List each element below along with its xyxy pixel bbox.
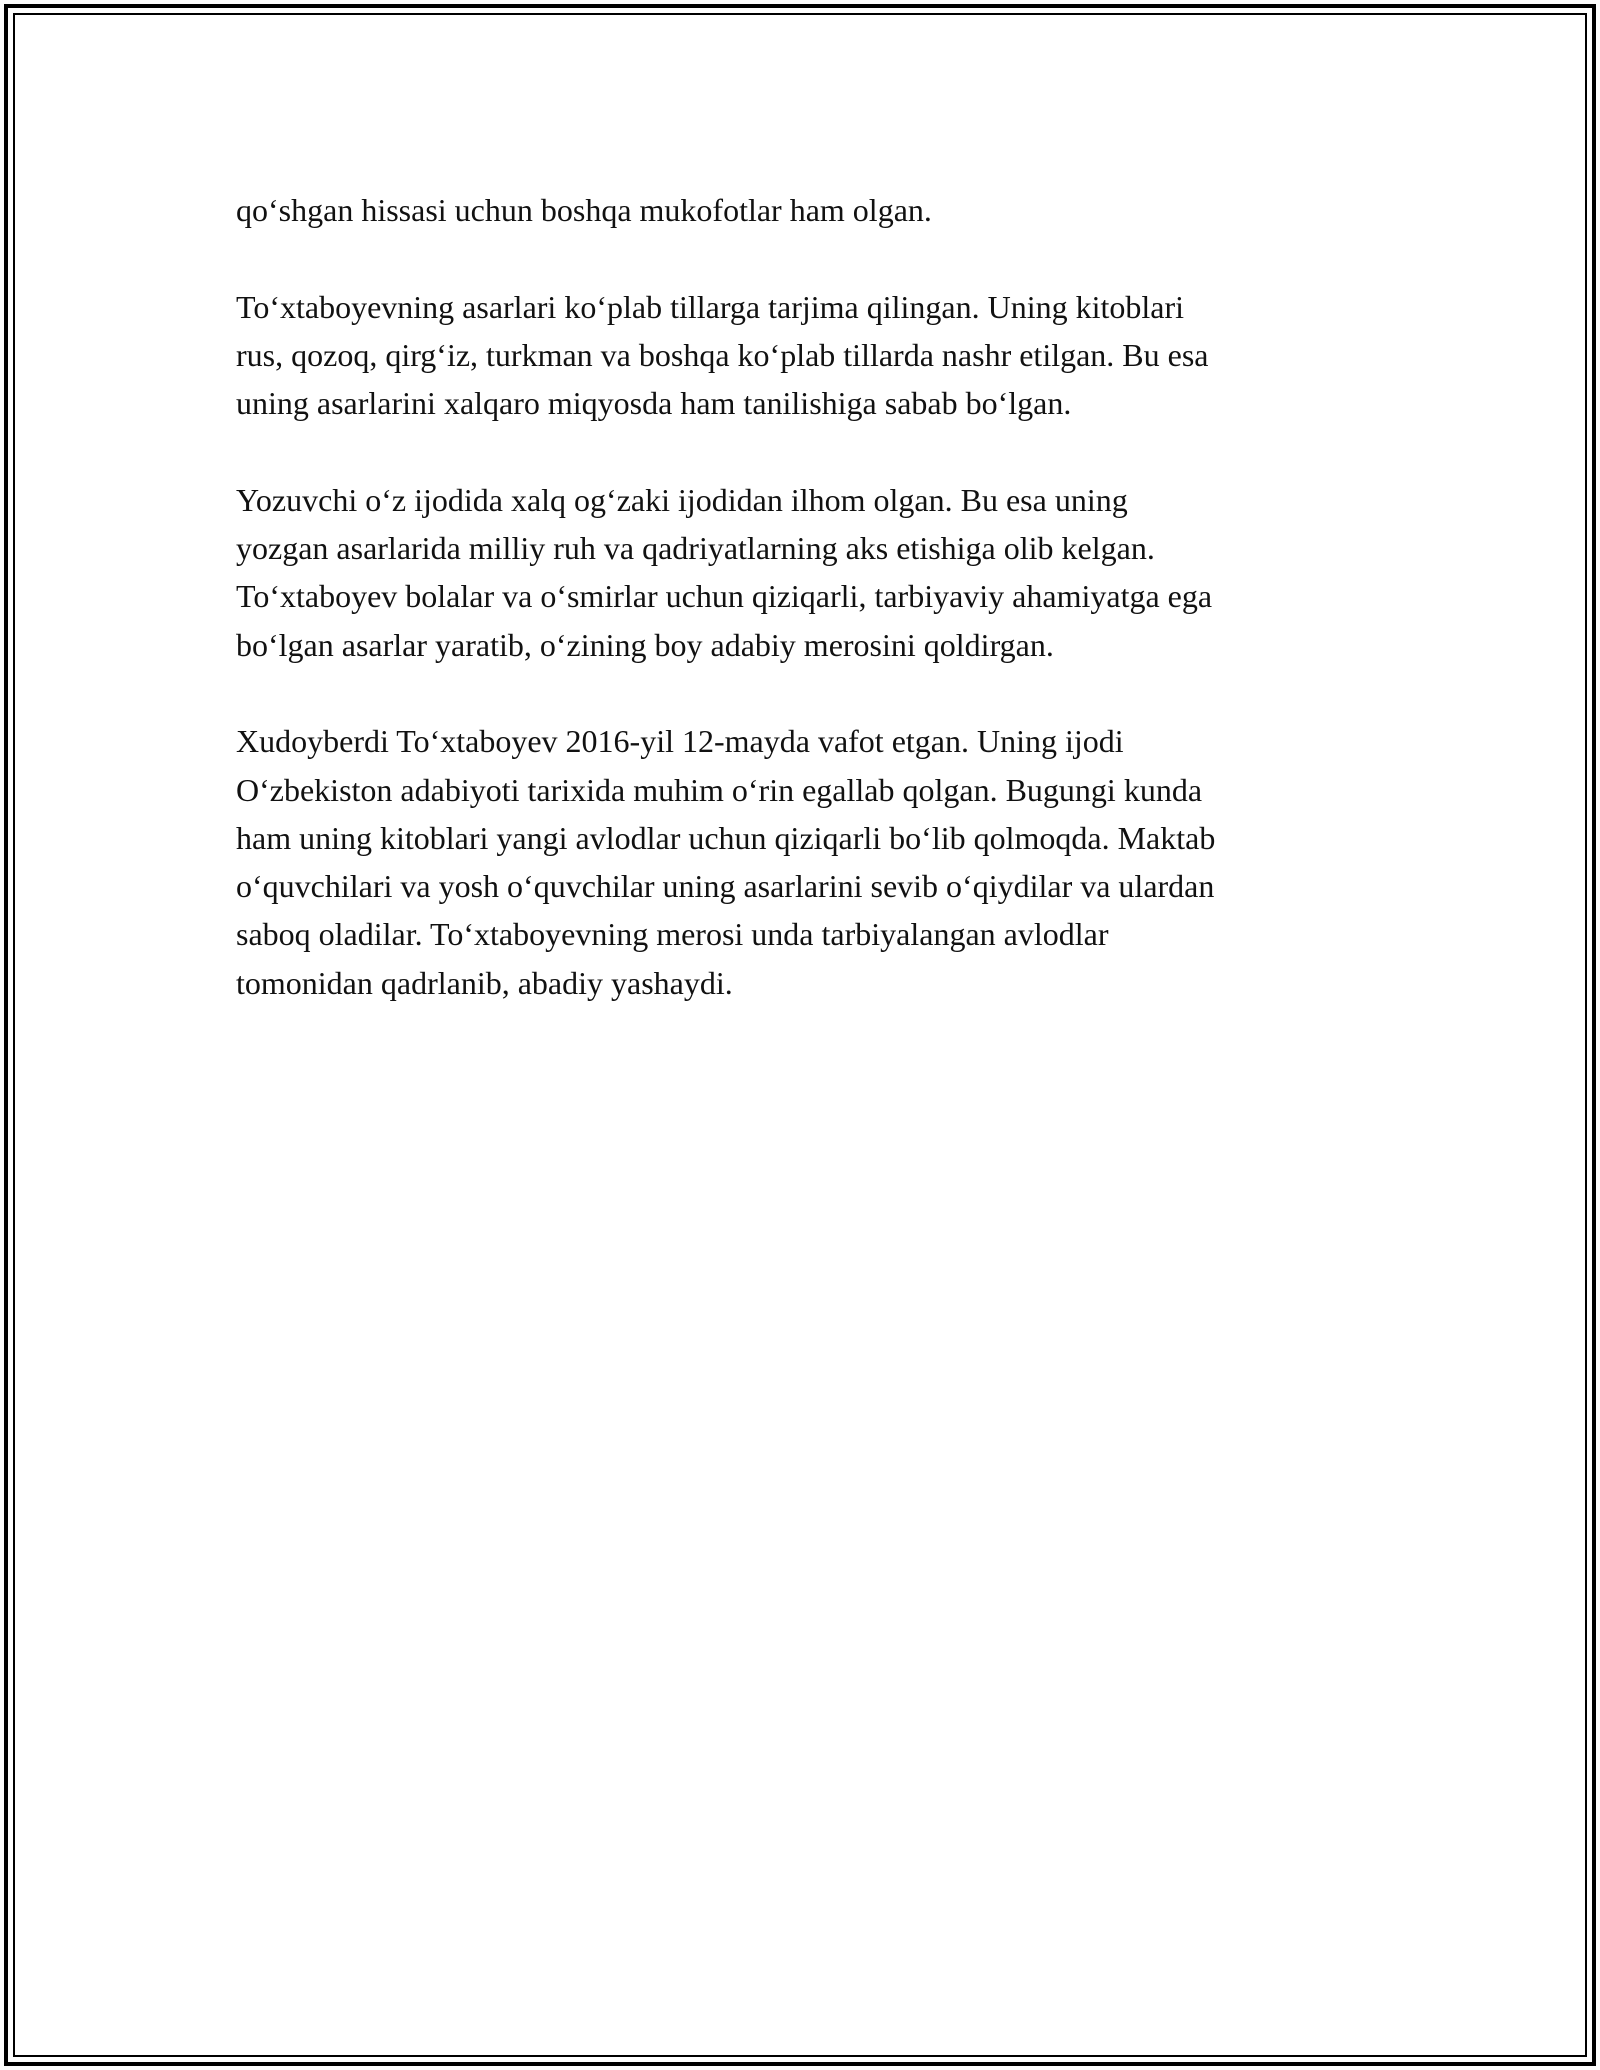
text-line: tomonidan qadrlanib, abadiy yashaydi.: [236, 964, 733, 1001]
text-line: yozgan asarlarida milliy ruh va qadriyatlarning aks etishiga olib kelgan.: [236, 530, 1155, 567]
text-line: rus, qozoq, qirg‘iz, turkman va boshqa ko‘plab tillarda nashr etilgan. Bu esa: [236, 336, 1209, 373]
text-line: o‘quvchilari va yosh o‘quvchilar uning asarlarini sevib o‘qiydilar va ulardan: [236, 868, 1215, 905]
paragraph-continuation: [236, 186, 1386, 234]
paragraph-folklore-inspiration: [236, 476, 1386, 669]
text-line: O‘zbekiston adabiyoti tarixida muhim o‘rin egallab qolgan. Bugungi kunda: [236, 771, 1203, 808]
text-line: To‘xtaboyev bolalar va o‘smirlar uchun qiziqarli, tarbiyaviy ahamiyatga ega: [236, 578, 1213, 615]
text-line: qo‘shgan hissasi uchun boshqa mukofotlar ham olgan.: [236, 192, 932, 228]
text-line: Xudoyberdi To‘xtaboyev 2016-yil 12-mayda vafot etgan. Uning ijodi: [236, 723, 1124, 760]
document-body: [236, 186, 1386, 1055]
text-line: Yozuvchi o‘z ijodida xalq og‘zaki ijodidan ilhom olgan. Bu esa uning: [236, 481, 1128, 518]
paragraph-legacy: [236, 717, 1386, 1007]
paragraph-translations: [236, 283, 1386, 428]
text-line: bo‘lgan asarlar yaratib, o‘zining boy adabiy merosini qoldirgan.: [236, 626, 1054, 663]
text-line: uning asarlarini xalqaro miqyosda ham tanilishiga sabab bo‘lgan.: [236, 385, 1072, 422]
text-line: ham uning kitoblari yangi avlodlar uchun qiziqarli bo‘lib qolmoqda. Maktab: [236, 819, 1216, 856]
text-line: To‘xtaboyevning asarlari ko‘plab tillarga tarjima qilingan. Uning kitoblari: [236, 288, 1185, 325]
text-line: saboq oladilar. To‘xtaboyevning merosi unda tarbiyalangan avlodlar: [236, 916, 1109, 953]
